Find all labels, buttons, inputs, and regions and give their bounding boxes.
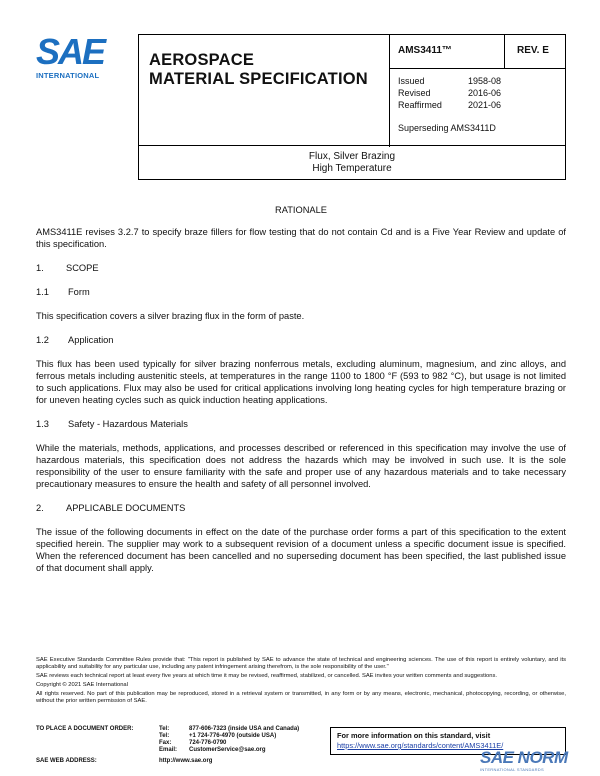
subtitle-line-1: Flux, Silver Brazing	[308, 151, 396, 162]
dates-block	[390, 69, 566, 147]
web-address: SAE WEB ADDRESS: http://www.sae.org	[36, 758, 213, 764]
section-1-2-text: This flux has been used typically for silver brazing nonferrous metals, excluding aluminum, magnesium, and zinc alloys, and ferrous metals including austenitic steels, at temperatures in the range 1100 to 1800 °F (593 to 982 °C), but usage is not limited to such applications. Flux may also be used for critical applications involving long heating cycles for high temperature brazing or for uneven heating cycles such as quick induction heating applications.	[36, 359, 566, 405]
contact-row: Email: CustomerService@sae.org	[159, 747, 266, 753]
footer-rules: SAE Executive Standards Committee Rules provide that: "This report is published by SAE to advance the state of technical and engineering sciences. The use of this report is entirely voluntary, and its applicability and suitability for any particular use, including any patent infringement arising therefrom, is the sole responsibility of the user."	[36, 657, 566, 670]
section-1-1-text: This specification covers a silver brazing flux in the form of paste.	[36, 311, 305, 321]
section-1-2-heading: 1.2 Application	[36, 335, 114, 345]
section-1-1-heading: 1.1 Form	[36, 287, 90, 297]
doc-subtitle	[138, 146, 566, 180]
subtitle-line-2: High Temperature	[312, 163, 392, 174]
date-row-reaffirmed: Reaffirmed 2021-06	[398, 100, 502, 110]
order-contact	[36, 726, 326, 754]
date-row-issued: Issued 1958-08	[398, 76, 502, 86]
contact-row: Tel: +1 724-776-4970 (outside USA)	[159, 733, 277, 739]
watermark-sub: INTERNATIONAL STANDARDS	[480, 767, 544, 772]
doc-number: AMS3411™	[390, 35, 505, 69]
section-1-3-text: While the materials, methods, applications, and processes described or referenced in this specification may involve the use of hazardous materials, this specification does not address the hazards which may be involved in such use. It is the sole responsibility of the user to ensure familiarity with the safe and proper use of any hazardous materials and to take necessary precautionary measures to ensure the health and safety of all personnel involved.	[36, 443, 566, 489]
section-2-text: The issue of the following documents in effect on the date of the purchase order forms a part of this specification to the extent specified herein. The supplier may work to a subsequent revision of a document unless a specific document issue is specified. When the referenced document has been cancelled and no superseding document has been specified, the last published issue of that document shall apply.	[36, 527, 566, 573]
title-line-1: AEROSPACE	[149, 51, 255, 69]
footer-review: SAE reviews each technical report at least every five years at which time it may be revised, reaffirmed, stabilized, or cancelled. SAE invites your written comments and suggestions.	[36, 673, 497, 679]
section-1-heading: 1. SCOPE	[36, 263, 99, 273]
customer-service-email[interactable]: CustomerService@sae.org	[189, 747, 266, 753]
logo-brand: SAE	[36, 31, 105, 72]
revision: REV. E	[505, 35, 566, 69]
title-line-2: MATERIAL SPECIFICATION	[149, 70, 368, 88]
info-box-title: For more information on this standard, visit	[337, 731, 491, 740]
section-2-heading: 2. APPLICABLE DOCUMENTS	[36, 503, 186, 513]
legal-footer	[36, 657, 566, 707]
doc-type-title	[139, 35, 390, 147]
contact-row: Fax: 724-776-0790	[159, 740, 227, 746]
web-address-link[interactable]: http://www.sae.org	[159, 758, 213, 764]
contact-row: TO PLACE A DOCUMENT ORDER: Tel: 877-606-7323 (inside USA and Canada)	[36, 726, 300, 732]
date-row-revised: Revised 2016-06	[398, 88, 502, 98]
header-box	[138, 34, 566, 146]
rationale-heading: RATIONALE	[274, 205, 327, 215]
footer-rights: All rights reserved. No part of this publication may be reproduced, stored in a retrieval system or transmitted, in any form or by any means, electronic, mechanical, photocopying, recording, or otherwise, without the prior written permission of SAE.	[36, 691, 566, 704]
watermark-logo	[480, 749, 570, 775]
document-body	[36, 204, 566, 586]
footer-copyright: Copyright © 2021 SAE International	[36, 682, 128, 688]
logo-sub: INTERNATIONAL	[36, 71, 100, 80]
watermark-text: SAE NORM	[480, 748, 568, 767]
rationale-text: AMS3411E revises 3.2.7 to specify braze fillers for flow testing that do not contain Cd and is a Five Year Review and update of this specification.	[36, 227, 566, 249]
standard-url-link[interactable]: https://www.sae.org/standards/content/AMS3411E/	[337, 741, 504, 750]
superseding: Superseding AMS3411D	[398, 123, 496, 133]
sae-logo	[36, 31, 126, 86]
section-1-3-heading: 1.3 Safety - Hazardous Materials	[36, 419, 188, 429]
